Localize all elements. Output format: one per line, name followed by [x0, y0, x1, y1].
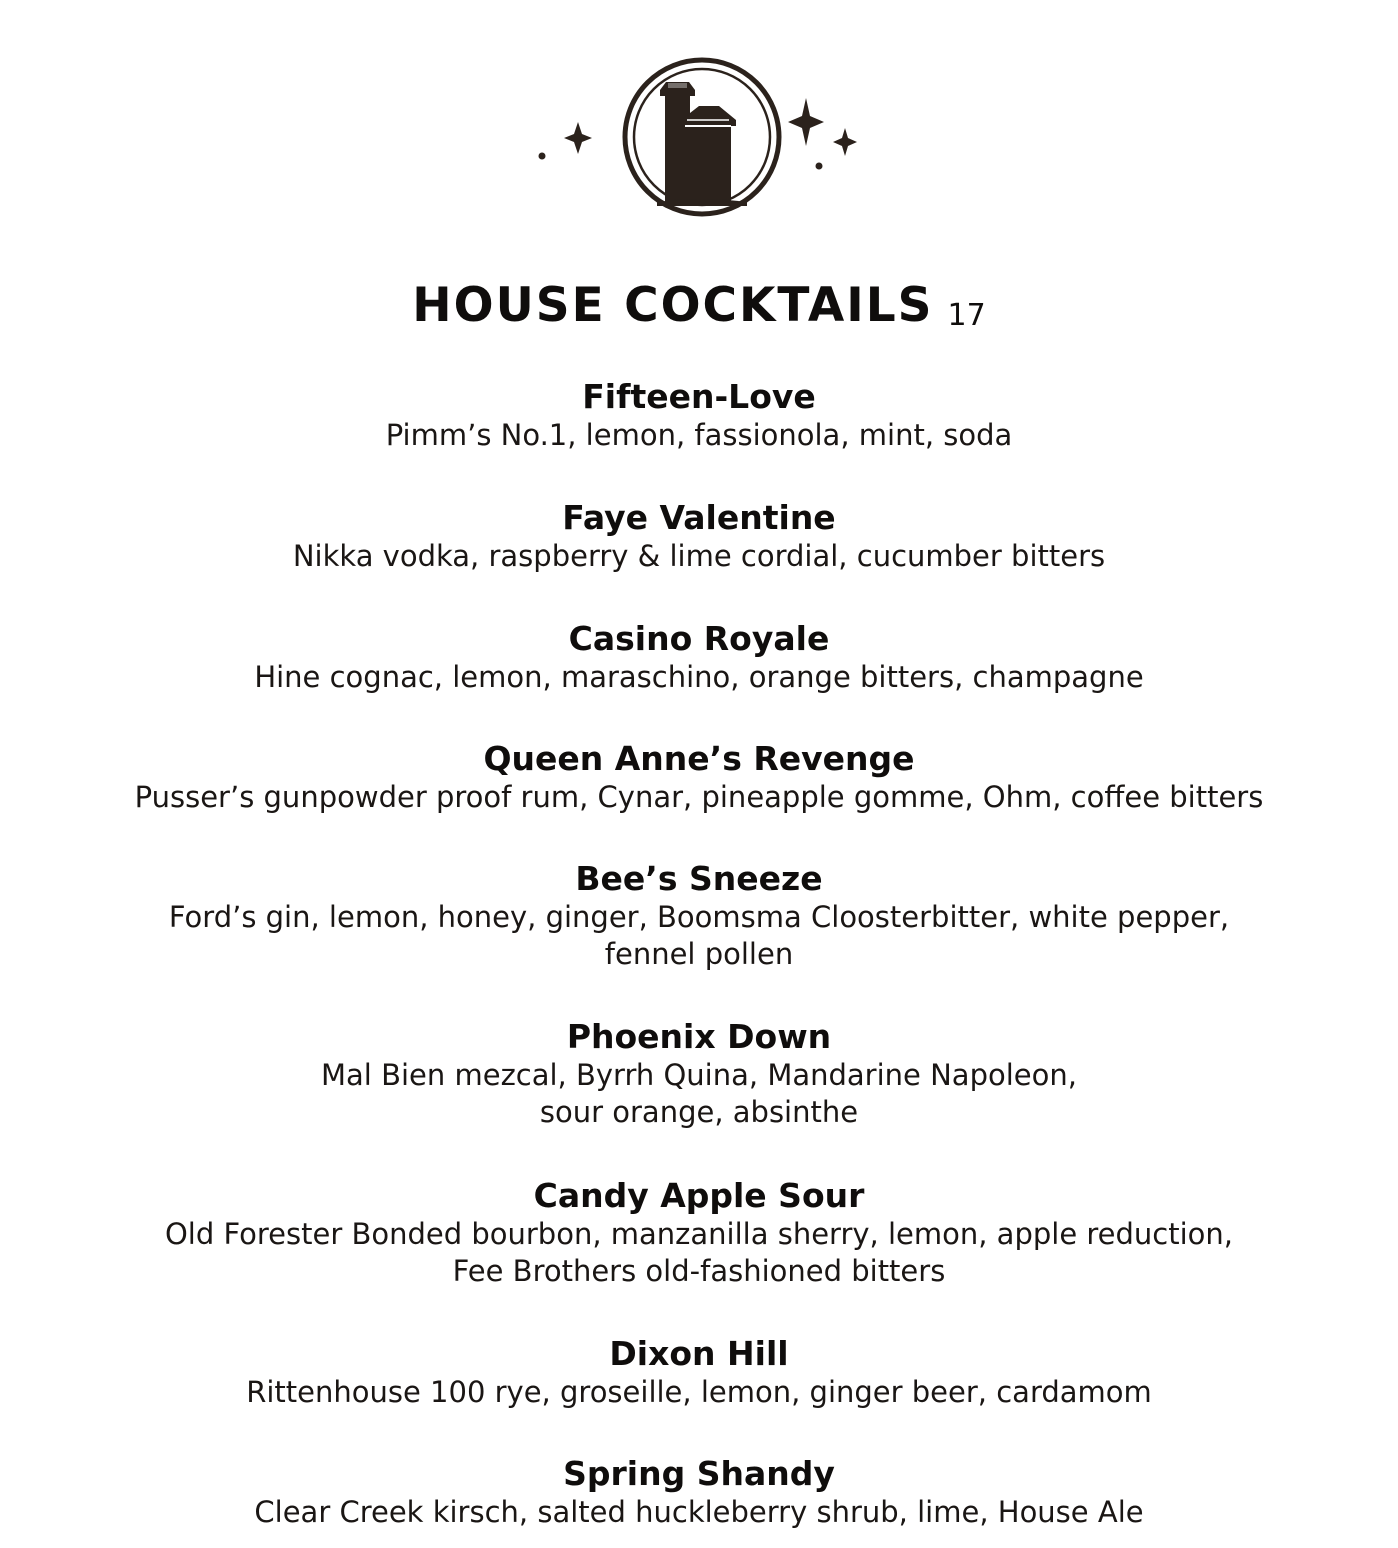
menu-item	[0, 619, 1398, 696]
section-price: 17	[947, 298, 986, 333]
menu-item	[0, 859, 1398, 973]
section-title: HOUSE COCKTAILS	[412, 278, 934, 333]
dot-icon	[539, 153, 546, 160]
sparkle-icon	[788, 98, 824, 146]
menu-item	[0, 739, 1398, 816]
item-name: Spring Shandy	[563, 1454, 835, 1493]
item-name: Casino Royale	[568, 619, 830, 658]
item-description: fennel pollen	[604, 937, 794, 971]
menu-item	[0, 1454, 1398, 1531]
item-name: Candy Apple Sour	[533, 1176, 865, 1215]
item-description: Mal Bien mezcal, Byrrh Quina, Mandarine Napoleon,	[321, 1058, 1077, 1092]
item-name: Faye Valentine	[562, 498, 836, 537]
item-name: Fifteen-Love	[582, 377, 816, 416]
item-description: Pusser’s gunpowder proof rum, Cynar, pineapple gomme, Ohm, coffee bitters	[134, 780, 1264, 814]
logo	[0, 50, 1398, 230]
item-description: Old Forester Bonded bourbon, manzanilla sherry, lemon, apple reduction,	[164, 1217, 1234, 1251]
distillery-tower-logo-icon	[529, 50, 869, 230]
menu-item	[0, 1176, 1398, 1290]
item-name: Queen Anne’s Revenge	[483, 739, 915, 778]
section-heading	[0, 278, 1398, 333]
menu-item	[0, 1334, 1398, 1411]
item-description: Hine cognac, lemon, maraschino, orange bitters, champagne	[254, 660, 1144, 694]
item-description: Clear Creek kirsch, salted huckleberry shrub, lime, House Ale	[254, 1495, 1144, 1529]
item-description: Fee Brothers old-fashioned bitters	[452, 1254, 946, 1288]
item-description: Ford’s gin, lemon, honey, ginger, Boomsma Cloosterbitter, white pepper,	[168, 900, 1230, 934]
item-description: Nikka vodka, raspberry & lime cordial, cucumber bitters	[292, 539, 1106, 573]
item-name: Phoenix Down	[566, 1017, 832, 1056]
item-name: Bee’s Sneeze	[575, 859, 823, 898]
item-description: sour orange, absinthe	[539, 1095, 859, 1129]
medallion-icon	[625, 60, 779, 214]
menu-item	[0, 1017, 1398, 1131]
item-description: Rittenhouse 100 rye, groseille, lemon, ginger beer, cardamom	[246, 1375, 1152, 1409]
sparkle-icon	[564, 122, 592, 154]
menu-item	[0, 377, 1398, 454]
sparkle-icon	[833, 128, 857, 156]
item-name: Dixon Hill	[609, 1334, 789, 1373]
item-description: Pimm’s No.1, lemon, fassionola, mint, soda	[385, 418, 1013, 452]
menu-item	[0, 498, 1398, 575]
dot-icon	[816, 163, 823, 170]
